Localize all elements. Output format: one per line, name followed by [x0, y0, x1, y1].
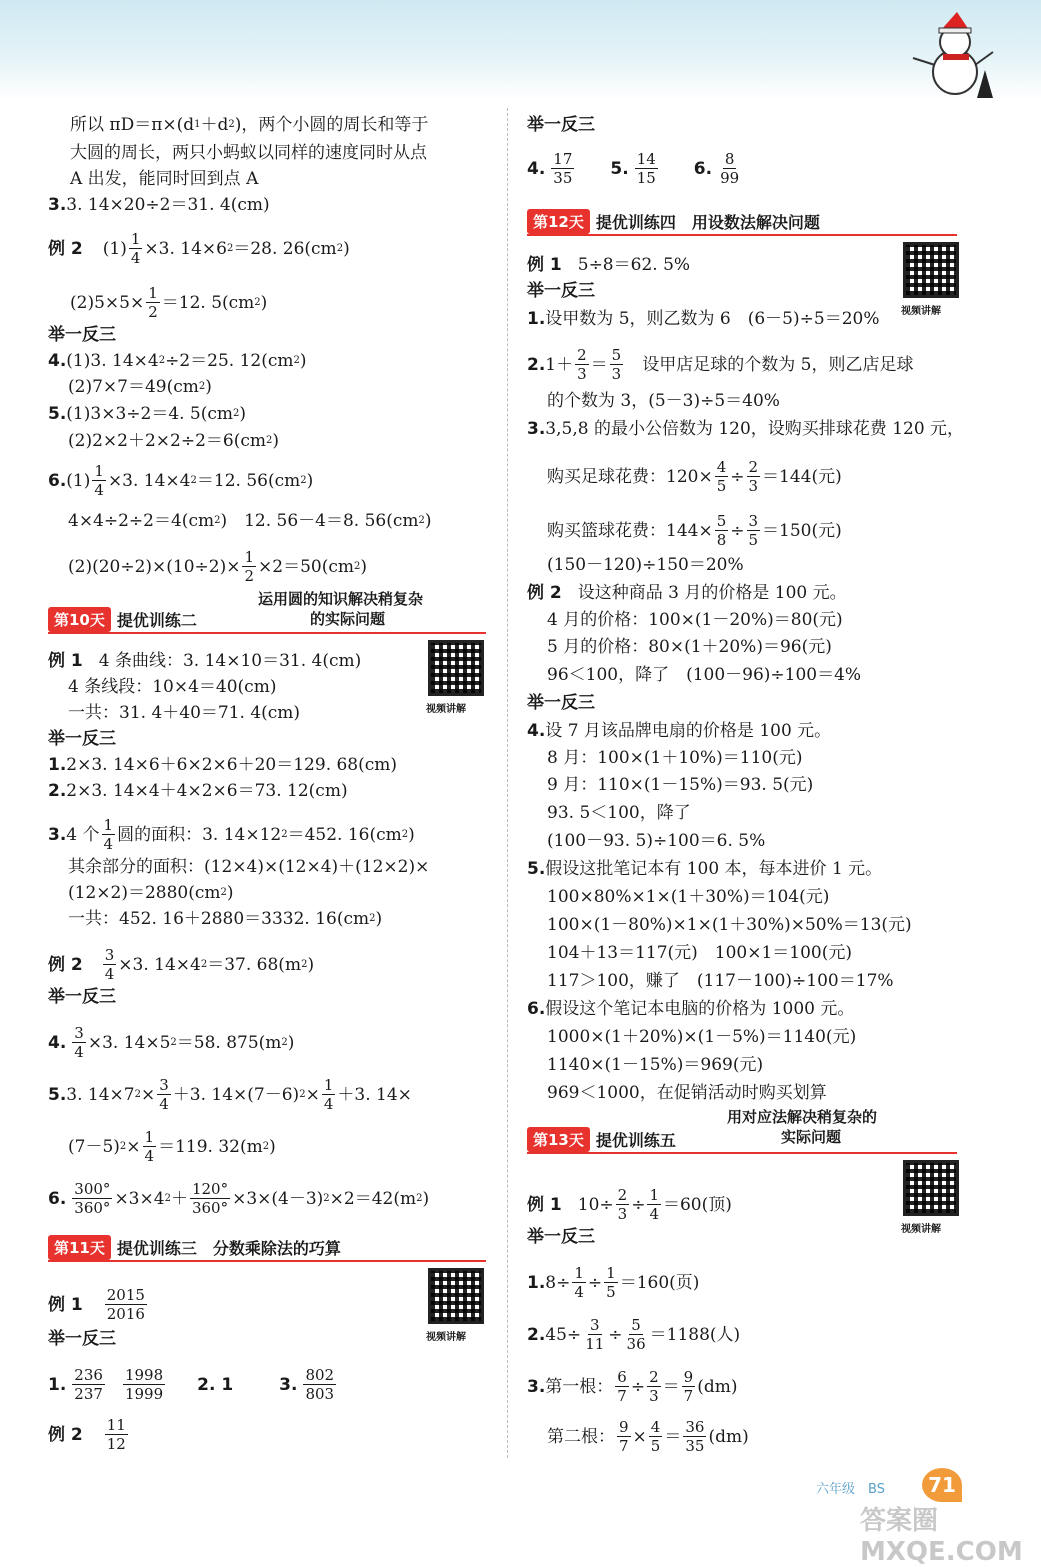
fraction: $\frac{1}{5}$ — [606, 1264, 616, 1301]
text-line: (2)7×7＝49(cm 2 ) — [68, 377, 212, 397]
fraction: $\frac{3}{4}$ — [159, 1076, 169, 1113]
text-line: 117＞100，赚了 (117－100)÷100＝17% — [547, 971, 894, 991]
fraction: $\frac{8}{99}$ — [720, 150, 740, 187]
example-1: 例 1 $\frac{2015}{2016}$ — [48, 1286, 145, 1323]
top-banner — [0, 0, 1041, 100]
text-line: 1000×(1＋20%)×(1－5%)＝1140(元) — [547, 1027, 857, 1047]
answer-5: 5. 假设这批笔记本有 100 本，每本进价 1 元。 — [527, 859, 883, 879]
fraction: $\frac{4}{5}$ — [650, 1418, 661, 1455]
qr-code[interactable] — [903, 242, 959, 298]
section-heading: 举一反三 — [48, 1329, 116, 1349]
text-line: 所以 πD＝π×(d 1 ＋d 2 )，两个小圆的周长和等于 — [70, 115, 429, 135]
text-line: 9 月：110×(1－15%)＝93. 5(元) — [547, 775, 814, 795]
day-badge: 第11天 — [48, 1235, 111, 1260]
fraction: $\frac{802}{803}$ — [305, 1366, 335, 1403]
answer-4: 4. $\frac{3}{4}$ ×3. 14×5 2 ＝58. 875(m 2 ) — [48, 1024, 295, 1061]
fraction: $\frac{2015}{2016}$ — [106, 1286, 145, 1323]
answers-1-3: 1. $\frac{236}{237}$ $\frac{1998}{1999}$ 2. 1 3. $\frac{802}{803}$ — [48, 1366, 335, 1403]
day-rule — [527, 234, 957, 236]
day-10-header: 第10天 提优训练二 — [48, 606, 197, 632]
text-line: 4×4÷2÷2＝4(cm 2 ) 12. 56－4＝8. 56(cm 2 ) — [68, 511, 432, 531]
day-subtitle: 用对应法解决稍复杂的 — [727, 1108, 878, 1126]
section-heading: 举一反三 — [527, 115, 595, 135]
text-line: (2)5×5× $\frac{1}{2}$ ＝12. 5(cm 2 ) — [70, 284, 268, 321]
qr-code[interactable] — [428, 1268, 484, 1324]
answer-3: 3. 3,5,8 的最小公倍数为 120，设购买排球花费 120 元， — [527, 419, 965, 439]
fraction: $\frac{1998}{1999}$ — [124, 1366, 164, 1403]
answer-2: 2. 45÷ $\frac{3}{11}$ ÷ $\frac{5}{36}$ ＝1188(人) — [527, 1316, 741, 1353]
example-2: 例 2 $\frac{3}{4}$ ×3. 14×4 2 ＝37. 68(m 2 ) — [48, 946, 315, 983]
day-badge: 第10天 — [48, 607, 111, 632]
page-number: 71 — [922, 1468, 962, 1502]
fraction: $\frac{1}{4}$ — [144, 1128, 155, 1165]
fraction: $\frac{1}{2}$ — [244, 548, 255, 585]
qr-code[interactable] — [903, 1160, 959, 1216]
text-line: 5 月的价格：80×(1＋20%)＝96(元) — [547, 637, 832, 657]
fraction: $\frac{1}{4}$ — [323, 1076, 334, 1113]
text-line: 8 月：100×(1＋10%)＝110(元) — [547, 748, 803, 768]
text-line: 4 月的价格：100×(1－20%)＝80(元) — [547, 610, 843, 630]
text-line: (12×2)＝2880(cm 2 ) — [68, 883, 234, 903]
text-line: 其余部分的面积：(12×4)×(12×4)＋(12×2)× — [68, 857, 430, 877]
example-2: 例 2 (1) $\frac{1}{4}$ ×3. 14×6 2 ＝28. 26(cm 2 ) — [48, 230, 350, 267]
fraction: $\frac{236}{237}$ — [74, 1366, 103, 1403]
answer-4: 4. (1)3. 14×4 2 ÷2＝25. 12(cm 2 ) — [48, 351, 307, 371]
qr-caption: 视频讲解 — [901, 1224, 941, 1235]
fraction: $\frac{14}{15}$ — [636, 150, 656, 187]
answer-4: 4. 设 7 月该品牌电扇的价格是 100 元。 — [527, 721, 832, 741]
fraction: $\frac{300^\circ}{360^\circ}$ — [74, 1180, 111, 1217]
day-subtitle: 实际问题 — [781, 1128, 842, 1146]
fraction: $\frac{1}{4}$ — [574, 1264, 584, 1301]
day-rule — [527, 1152, 957, 1154]
section-heading: 举一反三 — [48, 987, 116, 1007]
text-line: 4 条线段：10×4＝40(cm) — [68, 677, 277, 697]
answer-5: 5. (1)3×3÷2＝4. 5(cm 2 ) — [48, 404, 247, 424]
fraction: $\frac{3}{5}$ — [748, 512, 759, 549]
day-badge: 第12天 — [527, 209, 590, 234]
example-1: 例 1 10÷ $\frac{2}{3}$ ÷ $\frac{1}{4}$ ＝60(顶) — [527, 1186, 732, 1223]
answer-1: 1. 设甲数为 5，则乙数为 6 (6－5)÷5＝20% — [527, 309, 880, 329]
fraction: $\frac{120^\circ}{360^\circ}$ — [191, 1180, 229, 1217]
day-subtitle: 的实际问题 — [310, 610, 386, 628]
answers-4-6: 4. $\frac{17}{35}$ 5. $\frac{14}{15}$ 6. $\frac{8}{99}$ — [527, 150, 740, 187]
qr-caption: 视频讲解 — [901, 306, 941, 317]
fraction: $\frac{36}{35}$ — [685, 1418, 705, 1455]
text-line: (2)(20÷2)×(10÷2)× $\frac{1}{2}$ ×2＝50(cm 2 ) — [68, 548, 368, 585]
fraction: $\frac{1}{4}$ — [130, 230, 141, 267]
text-line: 购买篮球花费：144× $\frac{5}{8}$ ÷ $\frac{3}{5}$ ＝150(元) — [547, 512, 842, 549]
example-2: 例 2 设这种商品 3 月的价格是 100 元。 — [527, 583, 847, 603]
fraction: $\frac{3}{4}$ — [74, 1024, 84, 1061]
text-line: (2)2×2＋2×2÷2＝6(cm 2 ) — [68, 431, 279, 451]
answer-5: 5. 3. 14×7 2 × $\frac{3}{4}$ ＋3. 14×(7－6) 2 × $\frac{1}{4}$ ＋3. 14× — [48, 1076, 412, 1113]
day-rule — [48, 1260, 486, 1262]
section-heading: 举一反三 — [48, 729, 116, 749]
fraction: $\frac{9}{7}$ — [619, 1418, 629, 1455]
fraction: $\frac{1}{2}$ — [148, 284, 158, 321]
grade-label: 六年级 BS — [816, 1482, 885, 1497]
fraction: $\frac{11}{12}$ — [106, 1416, 126, 1453]
answer-3: 3. 3. 14×20÷2＝31. 4(cm) — [48, 195, 270, 215]
fraction: $\frac{5}{36}$ — [626, 1316, 646, 1353]
fraction: $\frac{6}{7}$ — [617, 1368, 627, 1405]
fraction: $\frac{17}{35}$ — [553, 150, 573, 187]
fraction: $\frac{3}{4}$ — [104, 946, 115, 983]
answer-3: 3. 4 个 $\frac{1}{4}$ 圆的面积：3. 14×12 2 ＝452. 16(cm 2 ) — [48, 816, 415, 853]
fraction: $\frac{2}{3}$ — [577, 346, 587, 383]
text-line: 104＋13＝117(元) 100×1＝100(元) — [547, 943, 853, 963]
text-line: 1140×(1－15%)＝969(元) — [547, 1055, 764, 1075]
day-subtitle: 运用圆的知识解决稍复杂 — [258, 590, 424, 608]
fraction: $\frac{5}{8}$ — [716, 512, 727, 549]
answer-6: 6. (1) $\frac{1}{4}$ ×3. 14×4 2 ＝12. 56(cm 2 ) — [48, 462, 314, 499]
day-rule — [48, 632, 486, 634]
fraction: $\frac{5}{3}$ — [611, 346, 622, 383]
text-line: 购买足球花费：120× $\frac{4}{5}$ ÷ $\frac{2}{3}$ ＝144(元) — [547, 458, 842, 495]
answer-1: 1. 8÷ $\frac{1}{4}$ ÷ $\frac{1}{5}$ ＝160(页) — [527, 1264, 700, 1301]
fraction: $\frac{1}{4}$ — [103, 816, 114, 853]
text-line: 一共：31. 4＋40＝71. 4(cm) — [68, 703, 301, 723]
answer-6: 6. $\frac{300^\circ}{360^\circ}$ ×3×4 2 ＋ $\frac{120^\circ}{360^\circ}$ ×3×(4－3) 2 ×2＝42(m 2 ) — [48, 1180, 430, 1217]
text-line: 第二根： $\frac{9}{7}$ × $\frac{4}{5}$ ＝ $\frac{36}{35}$ (dm) — [547, 1418, 749, 1455]
fraction: $\frac{2}{3}$ — [748, 458, 759, 495]
section-heading: 举一反三 — [527, 281, 595, 301]
fraction: $\frac{4}{5}$ — [716, 458, 727, 495]
answer-3: 3. 第一根： $\frac{6}{7}$ ÷ $\frac{2}{3}$ ＝ $\frac{9}{7}$ (dm) — [527, 1368, 738, 1405]
text-line: 93. 5＜100，降了 — [547, 803, 691, 823]
answer-1: 1. 2×3. 14×6＋6×2×6＋20＝129. 68(cm) — [48, 755, 398, 775]
watermark: 答案圈 MXQE.COM — [860, 1506, 1023, 1567]
section-heading: 举一反三 — [48, 325, 116, 345]
fraction: $\frac{1}{4}$ — [94, 462, 104, 499]
text-line: 大圆的周长，两只小蚂蚁以同样的速度同时从点 — [70, 143, 427, 163]
text-line: (150－120)÷150＝20% — [547, 555, 744, 575]
column-divider — [507, 108, 508, 1458]
section-heading: 举一反三 — [527, 693, 595, 713]
text-line: 的个数为 3，(5－3)÷5＝40% — [547, 391, 780, 411]
text-line: 100×80%×1×(1＋30%)＝104(元) — [547, 887, 830, 907]
example-2: 例 2 $\frac{11}{12}$ — [48, 1416, 126, 1453]
section-heading: 举一反三 — [527, 1227, 595, 1247]
fraction: $\frac{3}{11}$ — [585, 1316, 605, 1353]
answer-2: 2. 2×3. 14×4＋4×2×6＝73. 12(cm) — [48, 781, 348, 801]
answer-6: 6. 假设这个笔记本电脑的价格为 1000 元。 — [527, 999, 855, 1019]
qr-code[interactable] — [428, 640, 484, 696]
fraction: $\frac{2}{3}$ — [649, 1368, 659, 1405]
example-1: 例 1 4 条曲线：3. 14×10＝31. 4(cm) — [48, 651, 362, 671]
text-line: (100－93. 5)÷100＝6. 5% — [547, 831, 766, 851]
qr-caption: 视频讲解 — [426, 704, 466, 715]
text-line: 100×(1－80%)×1×(1＋30%)×50%＝13(元) — [547, 915, 912, 935]
qr-caption: 视频讲解 — [426, 1332, 466, 1343]
fraction: $\frac{2}{3}$ — [617, 1186, 628, 1223]
text-line: A 出发，能同时回到点 A — [70, 169, 259, 189]
day-12-header: 第12天 提优训练四 用设数法解决问题 — [527, 208, 820, 234]
fraction: $\frac{1}{4}$ — [649, 1186, 659, 1223]
day-badge: 第13天 — [527, 1127, 590, 1152]
day-11-header: 第11天 提优训练三 分数乘除法的巧算 — [48, 1234, 341, 1260]
answer-2: 2. 1＋ $\frac{2}{3}$ ＝ $\frac{5}{3}$ 设甲店足球的个数为 5，则乙店足球 — [527, 346, 914, 383]
text-line: 969＜1000，在促销活动时购买划算 — [547, 1083, 827, 1103]
text-line: 一共：452. 16＋2880＝3332. 16(cm 2 ) — [68, 909, 383, 929]
text-line: 96＜100，降了 (100－96)÷100＝4% — [547, 665, 862, 685]
snowman-icon — [905, 10, 995, 100]
fraction: $\frac{9}{7}$ — [683, 1368, 694, 1405]
day-13-header: 第13天 提优训练五 — [527, 1126, 676, 1152]
example-1: 例 1 5÷8＝62. 5% — [527, 255, 691, 275]
text-line: (7－5) 2 × $\frac{1}{4}$ ＝119. 32(m 2 ) — [68, 1128, 276, 1165]
